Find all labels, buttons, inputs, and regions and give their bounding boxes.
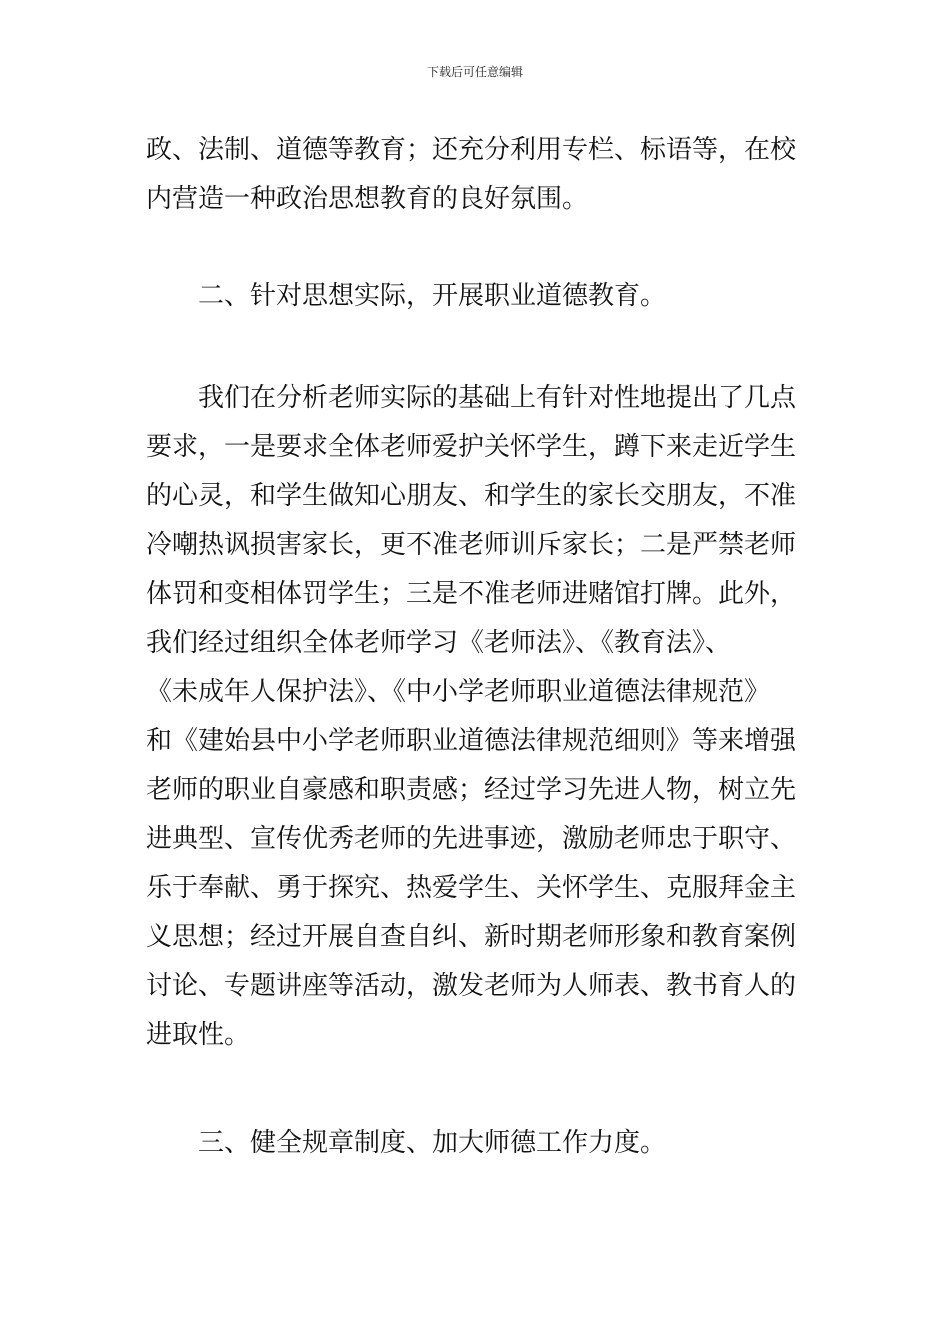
text-line: 我们在分析老师实际的基础上有针对性地提出了几点: [198, 383, 797, 413]
text-line: 和《建始县中小学老师职业道德法律规范细则》等来增强: [146, 726, 797, 756]
text-line: 义思想；经过开展自查自纠、新时期老师形象和教育案例: [146, 922, 797, 952]
text-line: 进取性。: [146, 1020, 251, 1050]
text-line: 《未成年人保护法》、《中小学老师职业道德法律规范》: [146, 677, 771, 707]
text-line: 讨论、专题讲座等活动，激发老师为人师表、教书育人的: [146, 971, 797, 1001]
paragraph-continuation: [146, 126, 810, 224]
page-header: 下载后可任意编辑: [426, 65, 523, 79]
text-line: 老师的职业自豪感和职责感；经过学习先进人物，树立先: [146, 775, 797, 805]
text-line: 内营造一种政治思想教育的良好氛围。: [146, 184, 589, 214]
heading-text: 二、针对思想实际，开展职业道德教育。: [198, 281, 667, 311]
section-heading-2: [146, 272, 810, 321]
section-heading-3: [146, 1119, 810, 1168]
text-line: 体罚和变相体罚学生；三是不准老师进赌馆打牌。此外，: [146, 579, 797, 609]
paragraph-section-2: [146, 374, 810, 1060]
text-line: 的心灵，和学生做知心朋友、和学生的家长交朋友，不准: [146, 481, 797, 511]
text-line: 政、法制、道德等教育；还充分利用专栏、标语等，在校: [146, 135, 797, 165]
text-line: 乐于奉献、勇于探究、热爱学生、关怀学生、克服拜金主: [146, 873, 797, 903]
heading-text: 三、健全规章制度、加大师德工作力度。: [198, 1128, 667, 1158]
text-line: 进典型、宣传优秀老师的先进事迹，激励老师忠于职守、: [146, 824, 797, 854]
text-line: 我们经过组织全体老师学习《老师法》、《教育法》、: [146, 628, 732, 658]
text-line: 要求，一是要求全体老师爱护关怀学生，蹲下来走近学生: [146, 432, 797, 462]
text-line: 冷嘲热讽损害家长，更不准老师训斥家长；二是严禁老师: [146, 530, 797, 560]
